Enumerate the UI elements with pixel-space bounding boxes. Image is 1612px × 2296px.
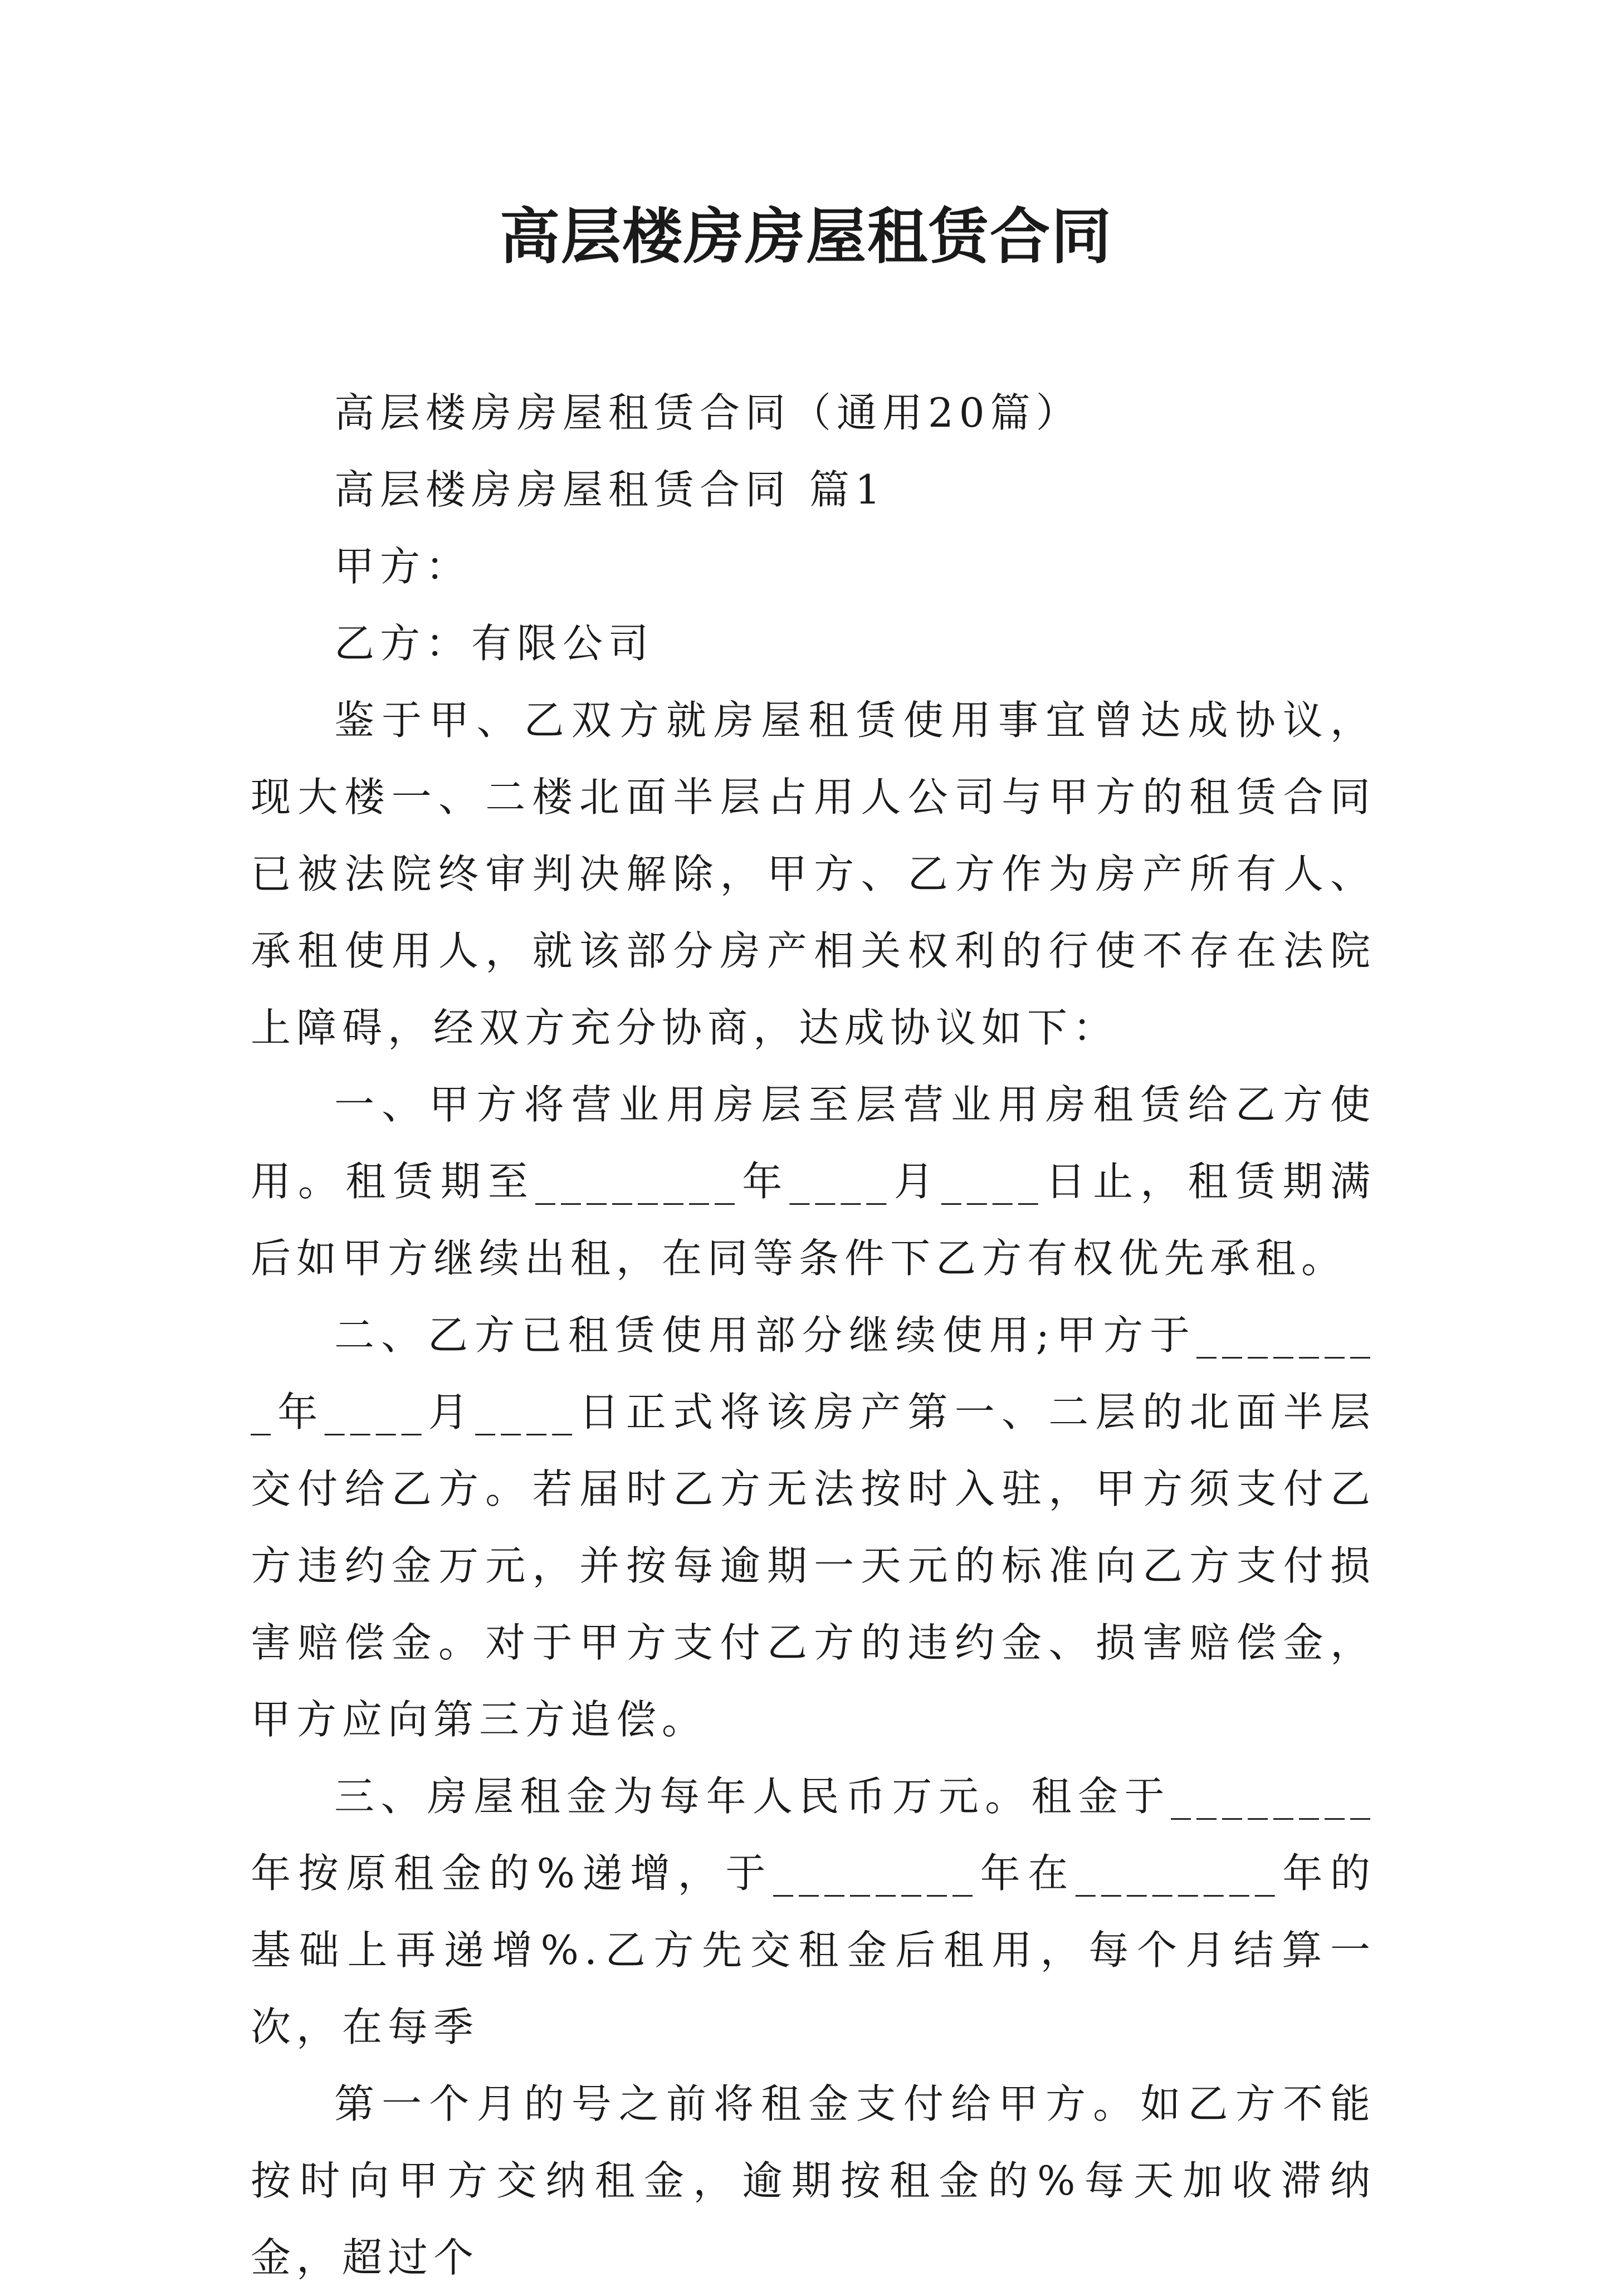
document-body [251,374,1376,2296]
clause-1-paragraph: 一、甲方将营业用房层至层营业用房租赁给乙方使用。租赁期至________年____月____日止，租赁期满后如甲方继续出租，在同等条件下乙方有权优先承租。 [251,1081,1376,1282]
clause-3-paragraph: 三、房屋租金为每年人民币万元。租金于________年按原租金的%递增，于________年在________年的基础上再递增%.乙方先交租金后租用，每个月结算一次，在每季 [251,1773,1376,2050]
preamble-paragraph: 鉴于甲、乙双方就房屋租赁使用事宜曾达成协议，现大楼一、二楼北面半层占用人公司与甲方的租赁合同已被法院终审判决解除，甲方、乙方作为房产所有人、承租使用人，就该部分房产相关权利的行使不存在法院上障碍，经双方充分协商，达成协议如下： [251,697,1376,1051]
subtitle-paragraph: 高层楼房房屋租赁合同（通用20篇） [334,389,1082,436]
document-title: 高层楼房房屋租赁合同 [499,202,1112,272]
clause-2-paragraph: 二、乙方已租赁使用部分继续使用;甲方于________年____月____日正式将该房产第一、二层的北面半层交付给乙方。若届时乙方无法按时入驻，甲方须支付乙方违约金万元，并按每逾期一天元的标准向乙方支付损害赔偿金。对于甲方支付乙方的违约金、损害赔偿金，甲方应向第三方追偿。 [251,1312,1376,1743]
section-heading: 高层楼房房屋租赁合同 篇1 [334,466,886,513]
party-a-line: 甲方： [334,543,472,590]
clause-3-continued-paragraph: 第一个月的号之前将租金支付给甲方。如乙方不能按时向甲方交纳租金，逾期按租金的%每天加收滞纳金，超过个 [251,2080,1376,2281]
party-b-line: 乙方：有限公司 [334,620,654,667]
